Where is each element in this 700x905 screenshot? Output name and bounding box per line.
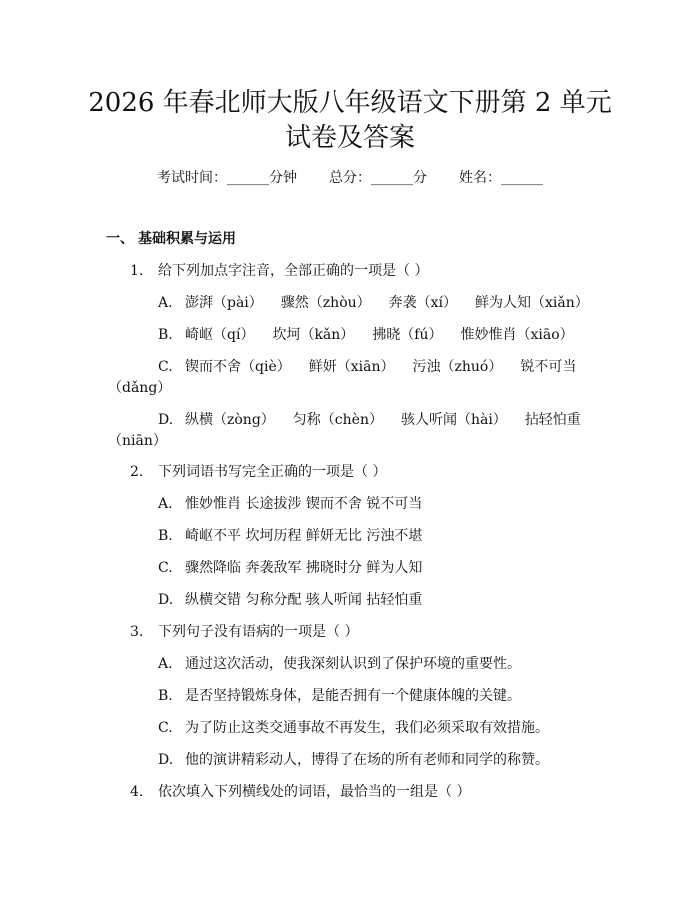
option-label: C. — [158, 359, 173, 375]
option-item: 澎湃（pài） — [185, 295, 263, 311]
q3-option-b — [158, 685, 521, 705]
option-item: 匀称（chèn） — [292, 412, 383, 428]
question-stem: 给下列加点字注音，全部正确的一项是（ ） — [158, 263, 429, 279]
page-title-line2: 试卷及答案 — [284, 123, 415, 153]
option-text: 崎岖不平 坎坷历程 鲜妍无比 污浊不堪 — [185, 528, 423, 544]
option-item: 拈轻怕重 — [524, 412, 581, 428]
question-4 — [130, 781, 470, 801]
question-number: 1. — [130, 263, 144, 279]
question-number: 2. — [130, 464, 144, 480]
option-label: C. — [158, 720, 173, 736]
option-label: D. — [158, 412, 174, 428]
option-item: 坎坷（kǎn） — [272, 327, 355, 343]
option-text: 他的演讲精彩动人，博得了在场的所有老师和同学的称赞。 — [185, 752, 549, 768]
option-label: A. — [158, 656, 173, 672]
q2-option-b — [158, 525, 422, 545]
q3-option-d — [158, 749, 549, 769]
option-label: B. — [158, 688, 173, 704]
question-3 — [130, 621, 358, 641]
option-item: 锐不可当 — [520, 359, 577, 375]
question-stem: 依次填入下列横线处的词语，最恰当的一组是（ ） — [158, 784, 471, 800]
q2-option-a — [158, 493, 422, 513]
option-item: 骤然（zhòu） — [280, 295, 371, 311]
exam-info — [0, 167, 700, 187]
q2-option-d — [158, 589, 422, 609]
option-item: 鲜为人知（xiǎn） — [475, 295, 589, 311]
question-stem: 下列词语书写完全正确的一项是（ ） — [158, 464, 387, 480]
option-text: 骤然降临 奔袭敌军 拂晓时分 鲜为人知 — [185, 560, 423, 576]
exam-time: 考试时间：______分钟 — [157, 170, 297, 186]
question-2 — [130, 461, 386, 481]
option-label: D. — [158, 752, 174, 768]
q1-option-d — [158, 409, 581, 429]
option-label: A. — [158, 496, 173, 512]
option-label: B. — [158, 327, 173, 343]
option-item: 锲而不舍（qiè） — [185, 359, 291, 375]
option-label: C. — [158, 560, 173, 576]
option-text: 惟妙惟肖 长途拔涉 锲而不舍 锐不可当 — [185, 496, 423, 512]
option-label: A. — [158, 295, 173, 311]
q1-option-d-wrap: （niān） — [108, 433, 167, 449]
option-label: B. — [158, 528, 173, 544]
option-item: 污浊（zhuó） — [412, 359, 503, 375]
option-item: 奔袭（xí） — [388, 295, 458, 311]
question-stem: 下列句子没有语病的一项是（ ） — [158, 624, 359, 640]
q1-option-c-wrap: （dǎng） — [108, 380, 172, 396]
q3-option-c — [158, 717, 549, 737]
question-number: 3. — [130, 624, 144, 640]
question-number: 4. — [130, 784, 144, 800]
option-text: 为了防止这类交通事故不再发生，我们必须采取有效措施。 — [185, 720, 549, 736]
section-heading — [106, 228, 236, 248]
option-label: D. — [158, 592, 174, 608]
q3-option-a — [158, 653, 521, 673]
total-score: 总分：______分 — [329, 170, 427, 186]
option-item: 惟妙惟肖（xiāo） — [460, 327, 574, 343]
q1-option-c — [158, 356, 576, 376]
section-title: 基础积累与运用 — [138, 231, 236, 247]
option-text: 纵横交错 匀称分配 骇人听闻 拈轻怕重 — [185, 592, 423, 608]
option-text: 通过这次活动，使我深刻认识到了保护环境的重要性。 — [185, 656, 521, 672]
question-1 — [130, 260, 428, 280]
option-item: 纵横（zòng） — [185, 412, 275, 428]
page-title: 2026 年春北师大版八年级语文下册第 2 单元 — [88, 88, 612, 118]
option-item: 鲜妍（xiān） — [308, 359, 395, 375]
q1-option-a — [158, 292, 589, 312]
option-item: 崎岖（qí） — [185, 327, 255, 343]
option-item: 骇人听闻（hài） — [400, 412, 507, 428]
q2-option-c — [158, 557, 422, 577]
section-number: 一、 — [106, 231, 134, 247]
q1-option-b — [158, 324, 574, 344]
option-item: 拂晓（fú） — [372, 327, 443, 343]
student-name: 姓名：______ — [459, 170, 543, 186]
option-text: 是否坚持锻炼身体，是能否拥有一个健康体魄的关键。 — [185, 688, 521, 704]
